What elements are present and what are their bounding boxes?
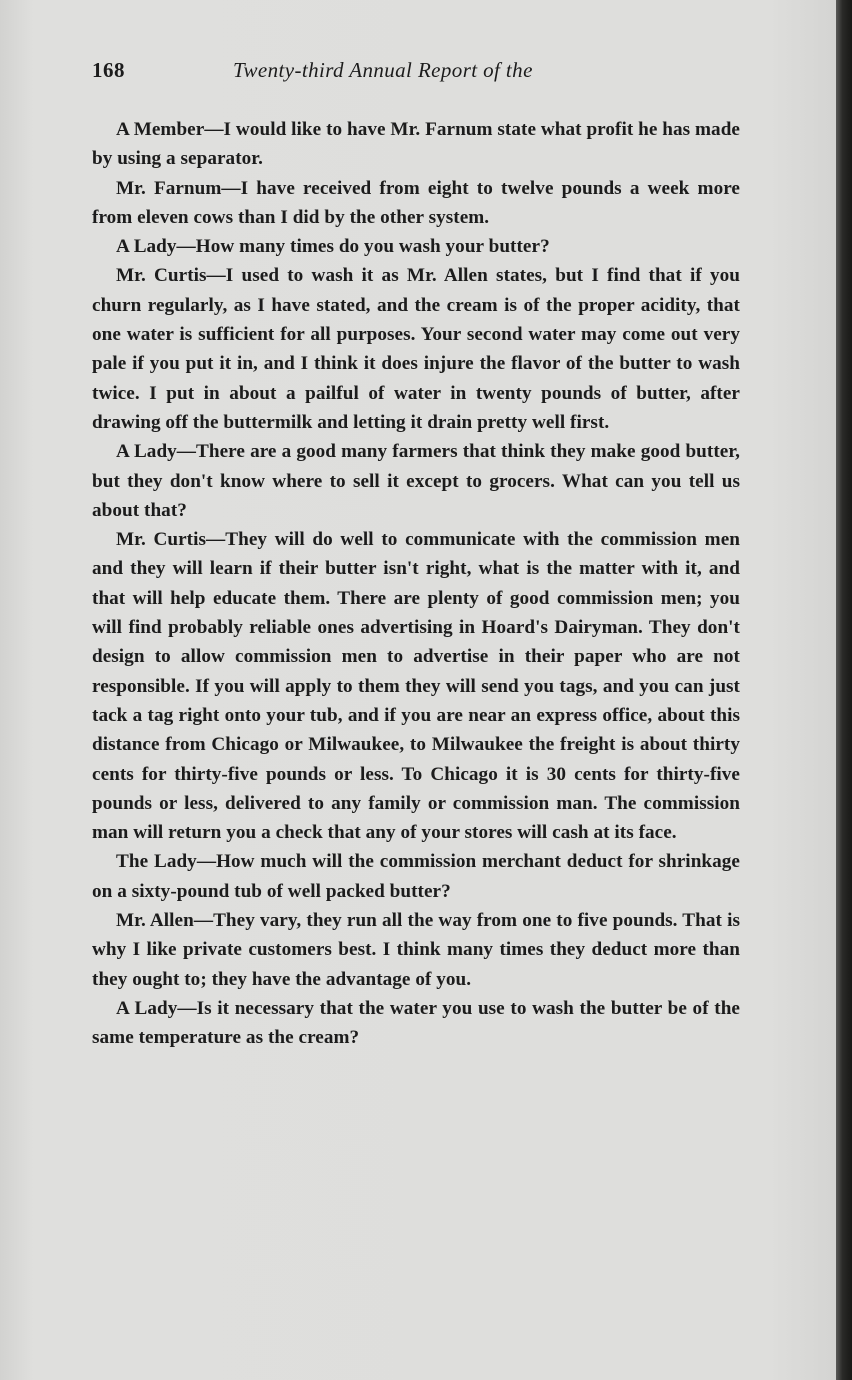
page-number: 168 (92, 58, 125, 82)
paragraph-lady-temperature-question: A Lady—Is it necessary that the water you use to wash the butter be of the same temperature as the cream? (92, 997, 740, 1049)
paragraph-curtis-commission-answer: Mr. Curtis—They will do well to communicate with the commission men and they will learn if their butter isn't right, what is the matter with it, and that will help educate them. There are plenty of good commission men; you will find probably reliable ones advertising in Hoard's Dairyman. They don't design to allow commission men to advertise in their paper who are not responsible. If you will apply to them they will send you tags, and you can just tack a tag right onto your tub, and if you are near an express office, about this distance from Chicago or Milwaukee, to Milwaukee the freight is about thirty cents for thirty-five pounds or less. To Chicago it is 30 cents for thirty-five pounds or less, delivered to any family or commission man. The commission man will return you a check that any of your stores will cash at its face. (92, 529, 740, 844)
running-title: Twenty-third Annual Report of the (233, 58, 533, 82)
running-head (92, 58, 742, 94)
paragraph-lady-wash-question: A Lady—How many times do you wash your butter? (116, 236, 550, 258)
paragraph-lady-sell-question: A Lady—There are a good many farmers that think they make good butter, but they don't know where to sell it except to grocers. What can you tell us about that? (92, 441, 740, 521)
book-edge-shadow (836, 0, 852, 1380)
body-text (92, 115, 740, 1053)
paragraph-allen-answer: Mr. Allen—They vary, they run all the way from one to five pounds. That is why I like private customers best. I think many times they deduct more than they ought to; they have the advantage of you. (92, 910, 740, 990)
paragraph-member-question: A Member—I would like to have Mr. Farnum state what profit he has made by using a separator. (92, 119, 740, 170)
paragraph-farnum-answer: Mr. Farnum—I have received from eight to twelve pounds a week more from eleven cows than I did by the other system. (92, 177, 740, 228)
paragraph-curtis-wash-answer: Mr. Curtis—I used to wash it as Mr. Allen states, but I find that if you churn regularly, as I have stated, and the cream is of the proper acidity, that one water is sufficient for all purposes. Your second water may come out very pale if you put it in, and I think it does injure the flavor of the butter to wash twice. I put in about a pailful of water in twenty pounds of butter, after drawing off the buttermilk and letting it drain pretty well first. (92, 265, 740, 433)
paragraph-lady-shrinkage-question: The Lady—How much will the commission merchant deduct for shrinkage on a sixty-pound tub of well packed butter? (92, 851, 740, 902)
